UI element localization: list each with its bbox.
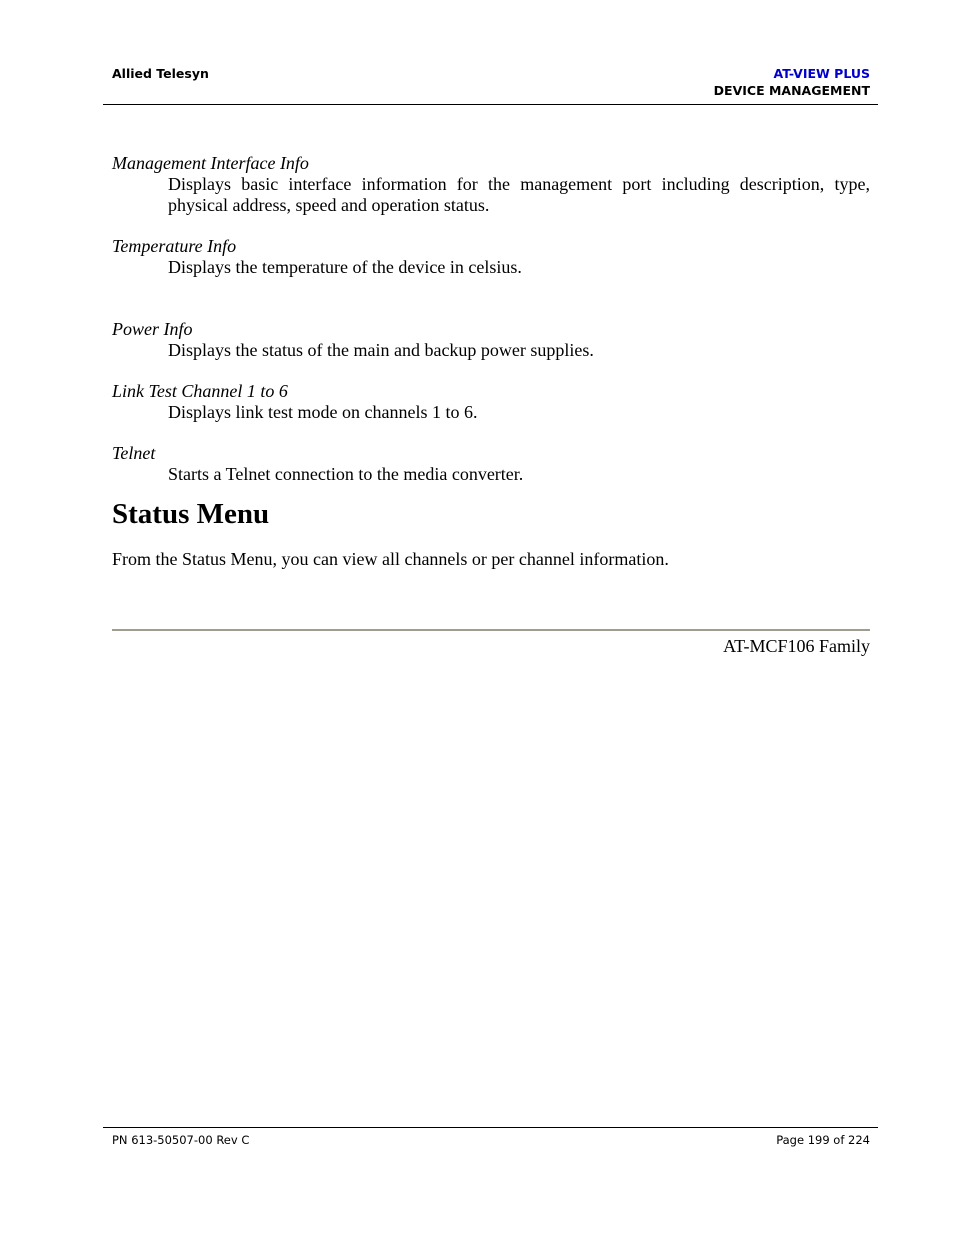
page-number: Page 199 of 224 [776, 1133, 870, 1147]
definition-item [112, 235, 870, 278]
company-name: Allied Telesyn [112, 66, 209, 81]
item-description: Displays the temperature of the device in celsius. [168, 257, 522, 277]
definition-item [112, 380, 870, 423]
page-header [103, 62, 878, 105]
section-heading: Status Menu [112, 498, 270, 530]
item-description: Starts a Telnet connection to the media converter. [168, 464, 524, 484]
definition-item [112, 152, 870, 216]
product-name: AT-VIEW PLUS [773, 66, 870, 81]
definition-item [112, 442, 870, 485]
section-intro: From the Status Menu, you can view all channels or per channel information. [112, 549, 669, 569]
item-title: Temperature Info [112, 236, 237, 256]
main-content [112, 152, 870, 570]
item-title: Power Info [112, 319, 193, 339]
divider [112, 629, 870, 631]
section-name: DEVICE MANAGEMENT [713, 83, 870, 98]
definition-item [112, 318, 870, 361]
item-title: Management Interface Info [112, 153, 309, 173]
item-title: Link Test Channel 1 to 6 [112, 381, 288, 401]
part-number: PN 613-50507-00 Rev C [112, 1133, 250, 1147]
item-description: Displays basic interface information for the management port including description, type, physical address, speed and operation status. [168, 174, 870, 215]
page-footer [103, 1127, 878, 1147]
product-family-label: AT-MCF106 Family [723, 636, 870, 656]
item-title: Telnet [112, 443, 156, 463]
item-description: Displays link test mode on channels 1 to 6. [168, 402, 478, 422]
item-description: Displays the status of the main and backup power supplies. [168, 340, 594, 360]
